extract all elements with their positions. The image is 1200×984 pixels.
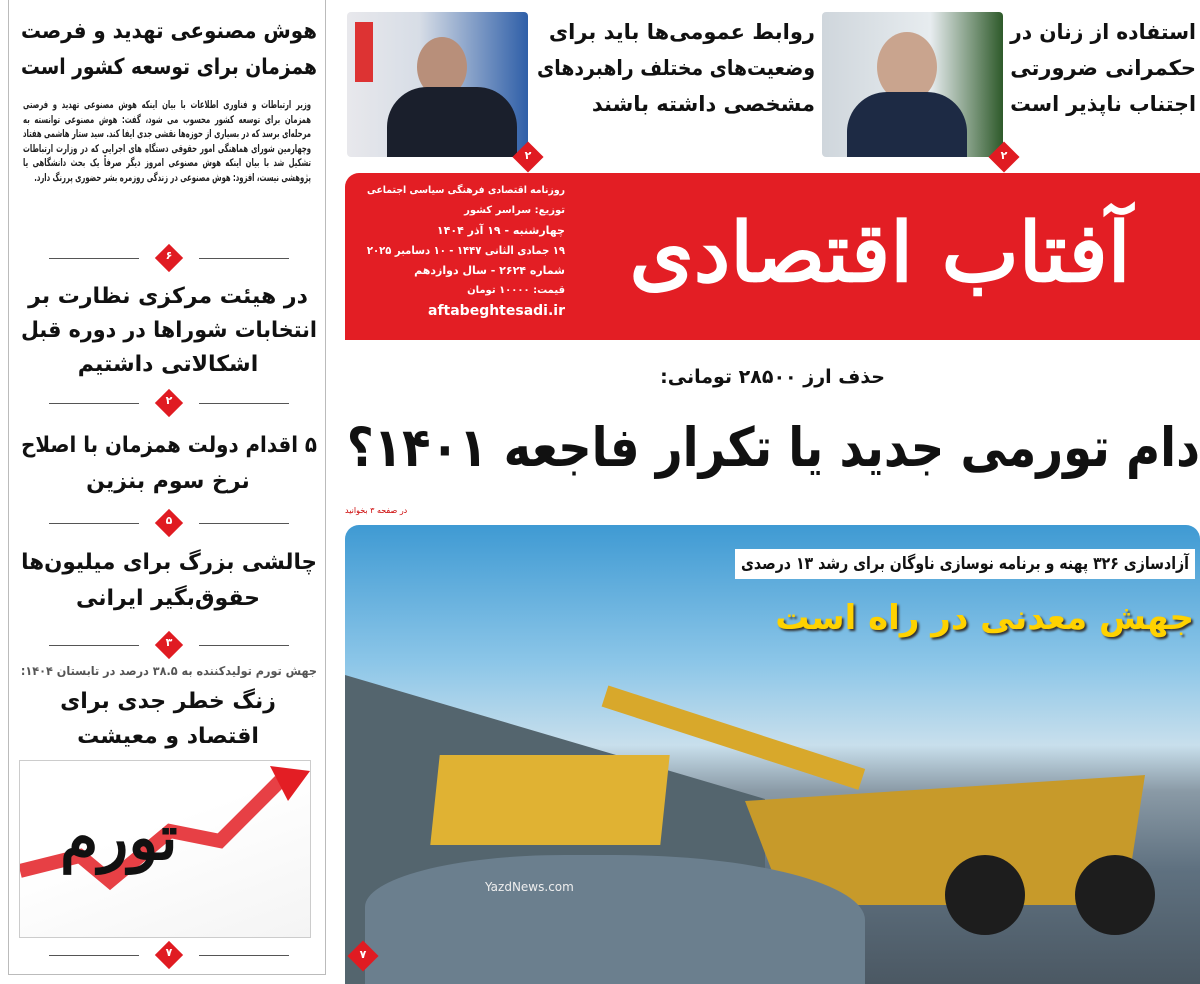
title-line: اشکالاتی داشتیم (77, 352, 259, 377)
title-line: اقتصاد و معیشت (77, 724, 259, 749)
title-line: ۵ اقدام دولت همزمان با اصلاح (21, 433, 317, 458)
page-number: ۷ (165, 946, 173, 959)
inflation-word: تورم (60, 801, 178, 874)
title-line: وضعیت‌های مختلف راهبرد‌های (537, 56, 815, 80)
issue-number: شماره ۲۶۲۴ - سال دوازدهم (414, 264, 565, 277)
date-persian: چهارشنبه - ۱۹ آذر ۱۴۰۴ (436, 224, 565, 237)
main-headline[interactable]: دام تورمی جدید یا تکرار فاجعه ۱۴۰۱؟ (346, 416, 1200, 479)
page-marker (49, 946, 289, 961)
news-item[interactable] (19, 428, 317, 500)
website-link[interactable]: aftabeghtesadi.ir (428, 303, 565, 319)
news-item[interactable] (19, 280, 317, 382)
page-marker (49, 636, 289, 651)
page-number: ۲ (524, 149, 532, 162)
photo-subtitle-box (735, 549, 1195, 579)
title-line: نرخ سوم بنزین (86, 469, 250, 494)
news-item[interactable] (19, 545, 317, 617)
excavator (430, 755, 669, 845)
title-line: مشخصی داشته باشند (591, 92, 815, 116)
read-more[interactable]: در صفحه ۳ بخوانید (345, 506, 408, 515)
top-story-pr-photo (347, 12, 528, 157)
page-marker (49, 394, 289, 409)
top-story-pr[interactable] (535, 14, 815, 122)
main-kicker: حذف ارز ۲۸۵۰۰ تومانی: (660, 366, 885, 388)
photo-subtitle: آزادسازی ۳۲۶ پهنه و برنامه نوسازی ناوگان برای رشد ۱۳ درصدی (741, 554, 1189, 574)
title-line: اجتناب ناپذیر است (1010, 92, 1196, 116)
top-story-women[interactable] (1008, 14, 1196, 122)
title-line: زنگ خطر جدی برای (60, 689, 276, 714)
lead-title[interactable] (19, 14, 317, 86)
title-line: حکمرانی ضرورتی (1010, 56, 1196, 80)
tagline: روزنامه اقتصادی فرهنگی سیاسی اجتماعی (367, 185, 565, 196)
title-line: حقوق‌بگیر ایرانی (75, 586, 261, 611)
newspaper-logo[interactable]: آفتاب اقتصادی (629, 205, 1131, 301)
title-line: در هیئت مرکزی نظارت بر (28, 284, 308, 309)
title-line: استفاده از زنان در (1010, 20, 1196, 44)
inflation-kicker: جهش تورم تولیدکننده به ۳۸.۵ درصد در تابستان ۱۴۰۴: (20, 664, 317, 678)
page-number: ۲ (1000, 149, 1008, 162)
masthead (345, 173, 1200, 340)
mining-photo (345, 525, 1200, 984)
title-line: چالشی بزرگ برای میلیون‌ها (21, 550, 318, 575)
page-number: ۷ (359, 948, 367, 961)
inflation-image (19, 760, 311, 938)
distribution: توزیع: سراسر کشور (464, 205, 565, 216)
lead-body: وزیر ارتباطات و فناوری اطلاعات با بیان اینکه هوش مصنوعی تهدید و فرصتی همزمان برای توسعه کشور محسوب می شود، گفت: هوش مصنوعی توانسته به مرحله‌ای برسد که در بسیاری از حوزه‌ها نقشی جدی ایفا کند. سید ستار هاشمی هفتاد وچهارمین شورای هماهنگی امور حقوقی دستگاه های اجرایی که در وزارت ارتباطات تشکیل شد با بیان اینکه هوش مصنوعی امروز دیگر صرفاً یک بحث دانشگاهی یا پژوهشی نیست، افزود: هوش مصنوعی در زندگی روزمره بشر حضوری پررنگ دارد. (23, 99, 311, 184)
price: قیمت: ۱۰۰۰۰ تومان (467, 285, 565, 296)
photo-title[interactable]: جهش معدنی در راه است (775, 598, 1194, 638)
page-number: ۵ (165, 514, 173, 527)
title-line: انتخابات شوراها در دوره قبل (20, 318, 317, 343)
page-number: ۲ (165, 394, 173, 407)
page-marker (49, 249, 289, 264)
page-marker (49, 514, 289, 529)
page-number: ۶ (165, 249, 173, 262)
title-line: همزمان برای توسعه کشور است (21, 55, 317, 80)
watermark: YazdNews.com (485, 880, 574, 894)
masthead-info (365, 181, 565, 321)
title-line: روابط عمومی‌ها باید برای (548, 20, 815, 44)
page-number: ۳ (165, 636, 173, 649)
inflation-headline[interactable] (19, 684, 317, 754)
title-line: هوش مصنوعی تهدید و فرصت (20, 19, 317, 44)
top-story-women-photo (822, 12, 1003, 157)
date-other: ۱۹ جمادی الثانی ۱۴۴۷ - ۱۰ دسامبر ۲۰۲۵ (366, 244, 565, 257)
left-column (8, 0, 326, 975)
